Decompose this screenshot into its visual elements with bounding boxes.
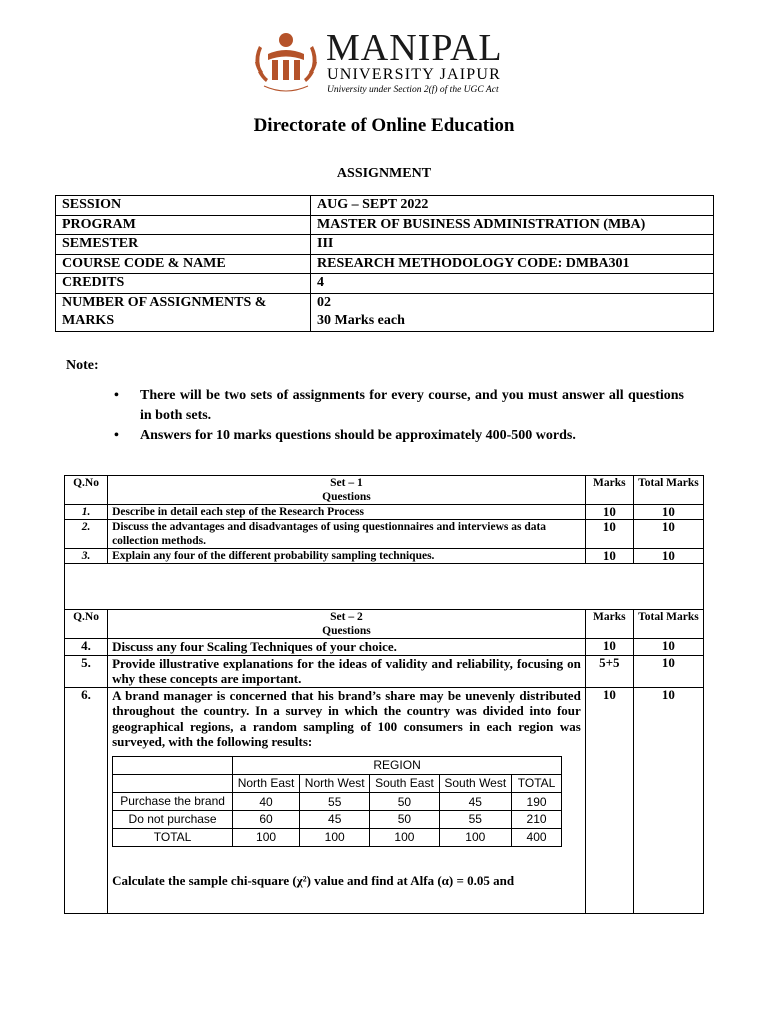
note-bullet — [114, 426, 684, 446]
university-seal-logo — [250, 32, 322, 94]
info-value — [311, 293, 714, 331]
info-value: MASTER OF BUSINESS ADMINISTRATION (MBA) — [311, 215, 714, 235]
question-total: 10 — [633, 520, 703, 549]
info-row — [56, 196, 714, 216]
assignment-heading: ASSIGNMENT — [336, 166, 432, 181]
question-number: 3. — [65, 549, 108, 564]
question-total: 10 — [633, 549, 703, 564]
question-text-continued: Calculate the sample chi-square (χ²) value and find at Alfa (α) = 0.05 and — [112, 872, 515, 888]
question-text: Provide illustrative explanations for the ideas of validity and reliability, focusing on why these concepts are important. — [108, 655, 586, 687]
question-marks: 10 — [585, 549, 633, 564]
cell-value: 55 — [300, 792, 370, 810]
marks-each: 30 Marks each — [317, 312, 405, 328]
question-row — [65, 549, 704, 564]
row-label: Purchase the brand — [113, 792, 233, 810]
question-text: Describe in detail each step of the Research Process — [108, 505, 586, 520]
question-marks: 10 — [585, 505, 633, 520]
total-marks-header: Total Marks — [633, 476, 703, 505]
qno-header: Q.No — [65, 476, 108, 505]
table-row — [113, 828, 562, 846]
question-number: 5. — [65, 655, 108, 687]
cell-value: 60 — [233, 810, 300, 828]
cell-value: 100 — [370, 828, 439, 846]
questions-header: Questions — [322, 491, 371, 503]
question-number: 2. — [65, 520, 108, 549]
question-row — [65, 505, 704, 520]
document-title: Directorate of Online Education — [253, 115, 515, 136]
course-info-table — [55, 195, 714, 332]
marks-header: Marks — [585, 476, 633, 505]
question-total: 10 — [633, 639, 703, 656]
cell-value: 40 — [233, 792, 300, 810]
total-marks-header: Total Marks — [633, 610, 703, 639]
info-row — [56, 254, 714, 274]
column-header: South West — [439, 774, 512, 792]
set2-header — [108, 610, 586, 639]
question-total: 10 — [633, 687, 703, 913]
info-value: RESEARCH METHODOLOGY CODE: DMBA301 — [311, 254, 714, 274]
question-row — [65, 520, 704, 549]
row-label: TOTAL — [113, 828, 233, 846]
question-text: Discuss any four Scaling Techniques of your choice. — [108, 639, 586, 656]
bullet-text: There will be two sets of assignments for every course, and you must answer all questions in both sets. — [140, 388, 684, 423]
info-row — [56, 215, 714, 235]
qno-header: Q.No — [65, 610, 108, 639]
cell-value: 100 — [300, 828, 370, 846]
question-marks: 10 — [585, 520, 633, 549]
cell-value: 100 — [439, 828, 512, 846]
cell-value: 100 — [233, 828, 300, 846]
question-cell — [108, 687, 586, 913]
question-number: 4. — [65, 639, 108, 656]
question-marks: 5+5 — [585, 655, 633, 687]
column-header: North East — [233, 774, 300, 792]
row-label: Do not purchase — [113, 810, 233, 828]
table-row — [113, 810, 562, 828]
region-title: REGION — [233, 756, 562, 774]
brand-tagline: University under Section 2(f) of the UGC Act — [327, 85, 499, 95]
info-value: AUG – SEPT 2022 — [311, 196, 714, 216]
bullet-icon: • — [114, 428, 119, 443]
question-total: 10 — [633, 505, 703, 520]
corner-cell — [113, 756, 233, 774]
bullet-text: Answers for 10 marks questions should be approximately 400-500 words. — [140, 428, 576, 443]
info-row — [56, 274, 714, 294]
set-title: Set – 2 — [330, 611, 363, 623]
region-data-table — [112, 756, 562, 847]
question-number: 1. — [65, 505, 108, 520]
questions-table — [64, 475, 704, 914]
set2-header-row — [65, 610, 704, 639]
cell-value: 400 — [512, 828, 562, 846]
spacer-cell — [65, 564, 704, 610]
info-key: COURSE CODE & NAME — [56, 254, 311, 274]
corner-cell — [113, 774, 233, 792]
column-header: TOTAL — [512, 774, 562, 792]
cell-value: 190 — [512, 792, 562, 810]
cell-value: 50 — [370, 810, 439, 828]
cell-value: 55 — [439, 810, 512, 828]
note-bullets — [114, 386, 684, 446]
question-total: 10 — [633, 655, 703, 687]
brand-name: MANIPAL — [326, 27, 503, 69]
info-row — [56, 235, 714, 255]
info-key: SESSION — [56, 196, 311, 216]
marks-header: Marks — [585, 610, 633, 639]
assignment-count: 02 — [317, 294, 331, 310]
question-row — [65, 655, 704, 687]
set1-header-row — [65, 476, 704, 505]
questions-header: Questions — [322, 625, 371, 637]
info-key: PROGRAM — [56, 215, 311, 235]
question-number: 6. — [65, 687, 108, 913]
table-row — [113, 792, 562, 810]
info-key: SEMESTER — [56, 235, 311, 255]
info-row — [56, 293, 714, 331]
question-marks: 10 — [585, 639, 633, 656]
info-value: 4 — [311, 274, 714, 294]
spacer-row — [65, 564, 704, 610]
column-header: North West — [300, 774, 370, 792]
cell-value: 50 — [370, 792, 439, 810]
brand-subtitle: UNIVERSITY JAIPUR — [327, 66, 502, 83]
note-bullet — [114, 386, 684, 426]
question-row — [65, 687, 704, 913]
column-header: South East — [370, 774, 439, 792]
info-key: CREDITS — [56, 274, 311, 294]
set-title: Set – 1 — [330, 477, 363, 489]
info-key: NUMBER OF ASSIGNMENTS & MARKS — [56, 293, 311, 331]
question-row — [65, 639, 704, 656]
set1-header — [108, 476, 586, 505]
cell-value: 45 — [300, 810, 370, 828]
cell-value: 210 — [512, 810, 562, 828]
info-value: III — [311, 235, 714, 255]
cell-value: 45 — [439, 792, 512, 810]
question-marks: 10 — [585, 687, 633, 913]
question-text: A brand manager is concerned that his brand’s share may be unevenly distributed throughout the country. In a survey in which the country was divided into four geographical regions, a random sampling of 100 consumers in each region was surveyed, with the following results: — [112, 687, 581, 749]
note-label: Note: — [66, 358, 99, 373]
question-text: Explain any four of the different probability sampling techniques. — [108, 549, 586, 564]
question-text: Discuss the advantages and disadvantages of using questionnaires and interviews as data collection methods. — [108, 520, 586, 549]
bullet-icon: • — [114, 388, 119, 403]
